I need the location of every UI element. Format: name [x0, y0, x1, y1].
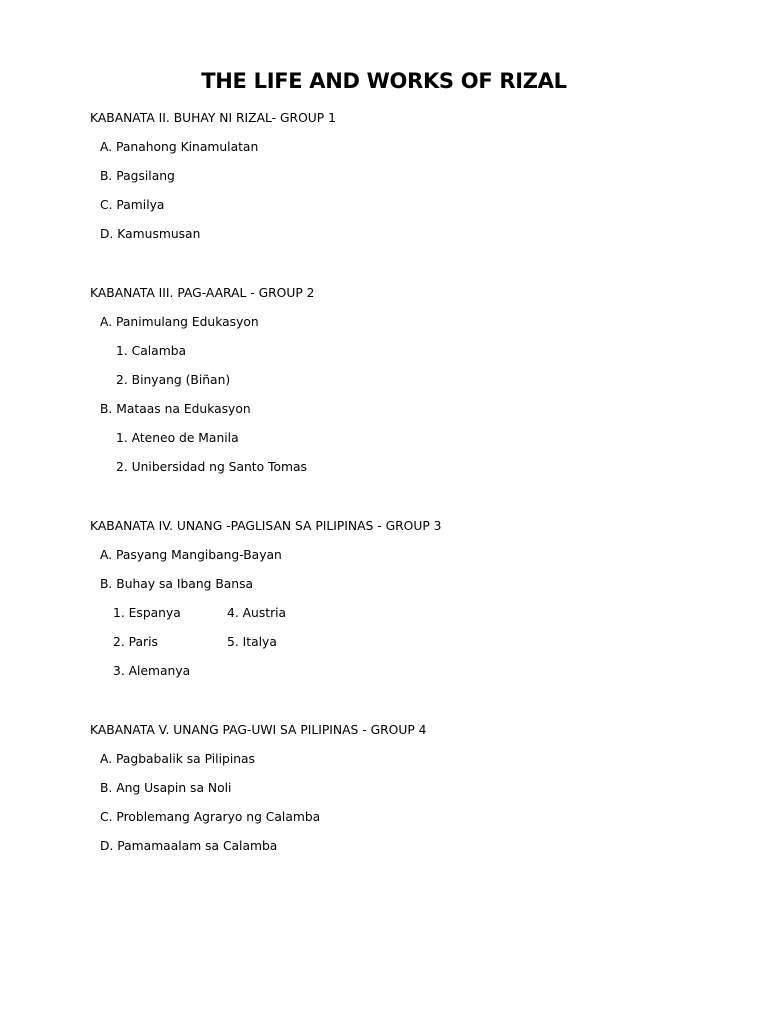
list-item: C. Problemang Agraryo ng Calamba	[100, 810, 321, 824]
list-item: A. Panahong Kinamulatan	[100, 140, 259, 154]
sub-list-item: 2. Unibersidad ng Santo Tomas	[116, 460, 307, 474]
list-item: B. Ang Usapin sa Noli	[100, 781, 232, 795]
sub-list-item: 2. Binyang (Biñan)	[116, 373, 231, 387]
sub-list-item: 5. Italya	[227, 635, 277, 649]
list-item: A. Pasyang Mangibang-Bayan	[100, 548, 282, 562]
list-item: B. Pagsilang	[100, 169, 175, 183]
sub-list-item: 2. Paris	[113, 635, 158, 649]
sub-list-item: 1. Ateneo de Manila	[116, 431, 239, 445]
list-item: D. Pamamaalam sa Calamba	[100, 839, 278, 853]
section-heading: KABANATA II. BUHAY NI RIZAL- GROUP 1	[90, 111, 336, 125]
sub-list-item: 1. Calamba	[116, 344, 187, 358]
sub-list-item: 1. Espanya	[113, 606, 181, 620]
list-item: B. Buhay sa Ibang Bansa	[100, 577, 254, 591]
list-item: A. Pagbabalik sa Pilipinas	[100, 752, 255, 766]
sub-list-item: 3. Alemanya	[113, 664, 191, 678]
list-item: D. Kamusmusan	[100, 227, 201, 241]
list-item: A. Panimulang Edukasyon	[100, 315, 259, 329]
section-heading: KABANATA III. PAG-AARAL - GROUP 2	[90, 286, 315, 300]
section-heading: KABANATA IV. UNANG -PAGLISAN SA PILIPINAS - GROUP 3	[90, 519, 442, 533]
list-item: B. Mataas na Edukasyon	[100, 402, 251, 416]
list-item: C. Pamilya	[100, 198, 165, 212]
section-heading: KABANATA V. UNANG PAG-UWI SA PILIPINAS - GROUP 4	[90, 723, 427, 737]
sub-list-item: 4. Austria	[227, 606, 287, 620]
page-title: THE LIFE AND WORKS OF RIZAL	[201, 69, 567, 93]
